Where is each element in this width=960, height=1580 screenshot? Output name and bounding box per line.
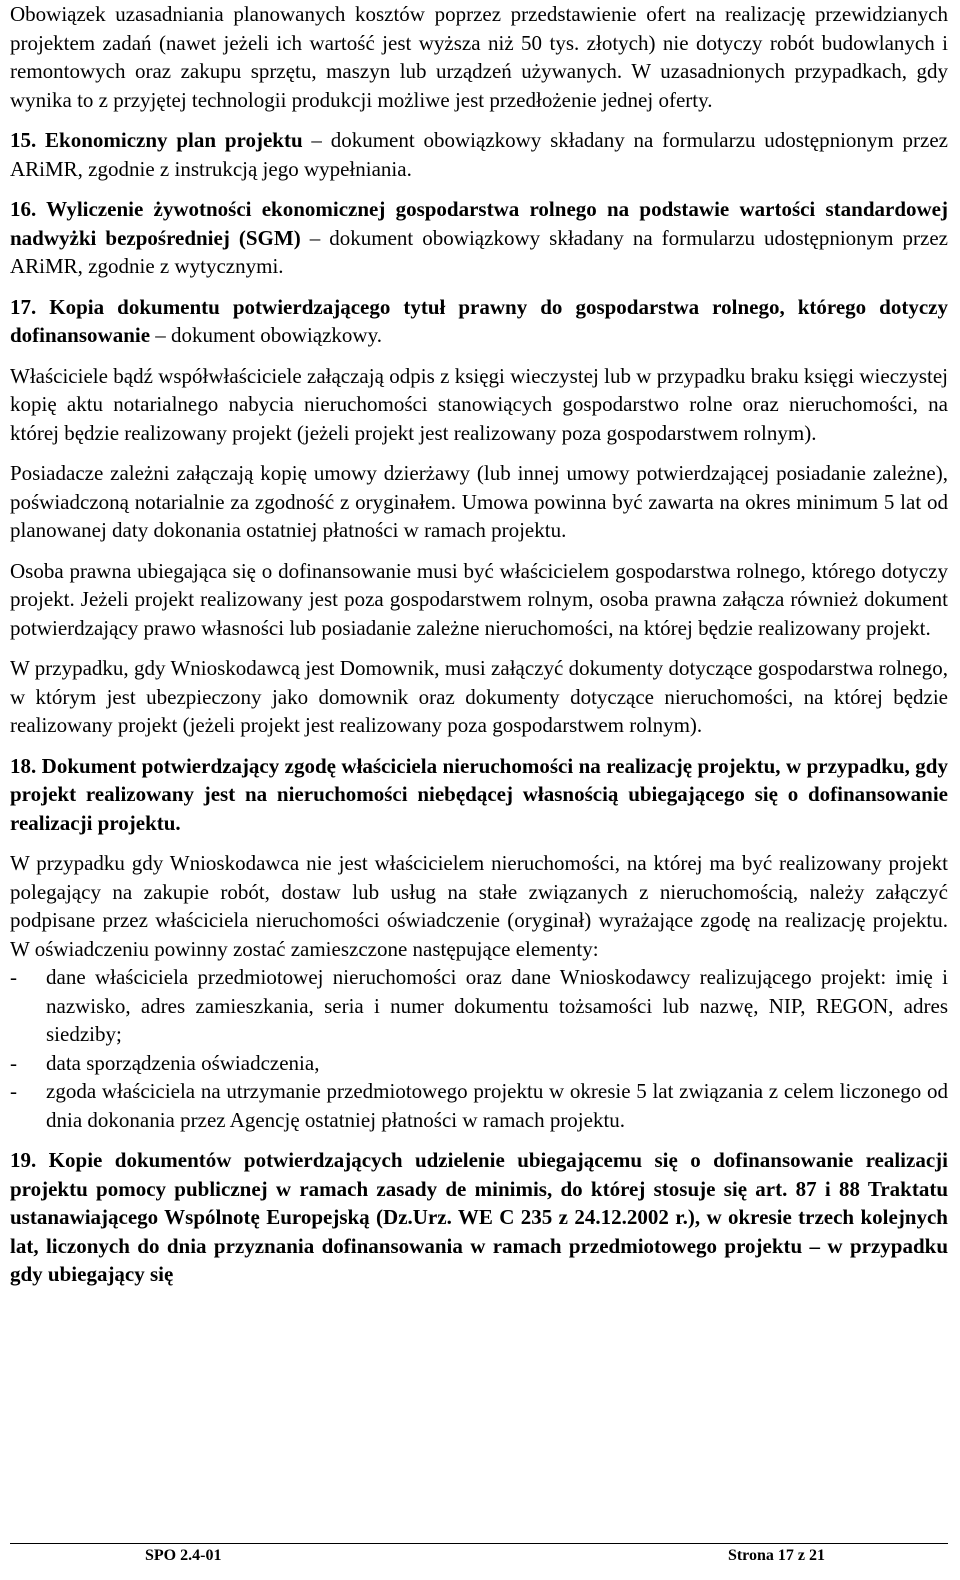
footer-document-code: SPO 2.4-01 xyxy=(145,1547,222,1564)
paragraph-owners: Właściciele bądź współwłaściciele załączają odpis z księgi wieczystej lub w przypadku braku księgi wieczystej kopię aktu notarialnego nabycia nieruchomości stanowiących gospodarstwo rolne oraz nieruchomości, na której będzie realizowany projekt (jeżeli projekt jest realizowany poza gospodarstwem rolnym). xyxy=(10,363,948,445)
paragraph-owner-consent: W przypadku gdy Wnioskodawca nie jest właścicielem nieruchomości, na której ma być realizowany projekt polegający na zakupie robót, dostaw lub usług na stałe związanych z nieruchomością, należy załączyć podpisane przez właściciela nieruchomości oświadczenie (oryginał) wyrażające zgodę na realizację projektu. W oświadczeniu powinny zostać zamieszczone następujące elementy: xyxy=(10,851,948,961)
footer-divider xyxy=(10,1543,948,1544)
item-16-text: – dokument obowiązkowy składany na formularzu udostępnionym przez ARiMR, zgodnie z wytycznymi. xyxy=(10,225,948,278)
item-15-title: 15. Ekonomiczny plan projektu xyxy=(10,128,303,152)
footer-page-number: Strona 17 z 21 xyxy=(727,1547,825,1564)
paragraph-legal-person: Osoba prawna ubiegająca się o dofinansowanie musi być właścicielem gospodarstwa rolnego, którego dotyczy projekt. Jeżeli projekt realizowany jest poza gospodarstwem rolnym, osoba prawna załącza również dokument potwierdzający prawo własności lub posiadanie zależne nieruchomości, na której będzie realizowany projekt. xyxy=(10,558,948,640)
item-17 xyxy=(10,293,948,350)
paragraph-offers: Obowiązek uzasadniania planowanych kosztów poprzez przedstawienie ofert na realizację przewidzianych projektem zadań (nawet jeżeli ich wartość jest wyższa niż 50 tys. złotych) nie dotyczy robót budowlanych i remontowych oraz zakupu sprzętu, maszyn lub urządzeń używanych. W uzasadnionych przypadkach, gdy wynika to z przyjętej technologii produkcji możliwe jest przedłożenie jednej oferty. xyxy=(10,2,948,112)
item-15 xyxy=(10,126,948,183)
list-item: - dane właściciela przedmiotowej nieruchomości oraz dane Wnioskodawcy realizującego projekt: imię i nazwisko, adres zamieszkania, seria i numer dokumentu tożsamości lub nazwę, NIP, REGON, adres siedziby; xyxy=(10,963,948,1049)
item-16-title: 16. Wyliczenie żywotności ekonomicznej gospodarstwa rolnego na podstawie wartości standardowej nadwyżki bezpośredniej (SGM) xyxy=(10,197,948,250)
item-15-text: – dokument obowiązkowy składany na formularzu udostępnionym przez ARiMR, zgodnie z instrukcją jego wypełniania. xyxy=(10,128,948,181)
item-19: 19. Kopie dokumentów potwierdzających udzielenie ubiegającemu się o dofinansowanie realizacji projektu pomocy publicznej w ramach zasady de minimis, do której stosuje się art. 87 i 88 Traktatu ustanawiającego Wspólnotę Europejską (Dz.Urz. WE C 235 z 24.12.2002 r.), w okresie trzech kolejnych lat, liczonych do dnia przyznania dofinansowania w ramach przedmiotowego projektu – w przypadku gdy ubiegający się xyxy=(10,1148,948,1286)
item-18: 18. Dokument potwierdzający zgodę właściciela nieruchomości na realizację projektu, w przypadku, gdy projekt realizowany jest na nieruchomości niebędącej własnością ubiegającego się o dofinansowanie realizacji projektu. xyxy=(10,753,948,835)
item-16 xyxy=(10,195,948,281)
list-item: - data sporządzenia oświadczenia, xyxy=(10,1049,948,1078)
item-17-text: – dokument obowiązkowy. xyxy=(150,323,382,347)
document-page xyxy=(10,0,948,1301)
item-17-title: 17. Kopia dokumentu potwierdzającego tytuł prawny do gospodarstwa rolnego, którego dotyczy dofinansowanie xyxy=(10,294,948,347)
list-item: - zgoda właściciela na utrzymanie przedmiotowego projektu w okresie 5 lat związania z celem liczonego od dnia dokonania przez Agencję ostatniej płatności w ramach projektu. xyxy=(10,1077,948,1134)
consent-elements-list xyxy=(10,963,948,1134)
paragraph-household-member: W przypadku, gdy Wnioskodawcą jest Domownik, musi załączyć dokumenty dotyczące gospodarstwa rolnego, w którym jest ubezpieczony jako domownik oraz dokumenty dotyczące nieruchomości, na której będzie realizowany projekt (jeżeli projekt jest realizowany poza gospodarstwem rolnym). xyxy=(10,656,948,737)
paragraph-dependent-holders: Posiadacze zależni załączają kopię umowy dzierżawy (lub innej umowy potwierdzającej posiadanie zależne), poświadczoną notarialnie za zgodność z oryginałem. Umowa powinna być zawarta na okres minimum 5 lat od planowanej daty dokonania ostatniej płatności w ramach projektu. xyxy=(10,461,948,542)
